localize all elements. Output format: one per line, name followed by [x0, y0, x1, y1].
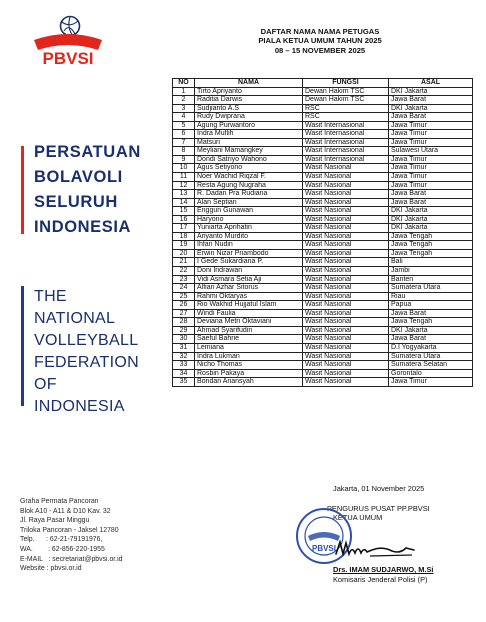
cell-function: Wasit Nasional	[303, 284, 389, 293]
cell-function: Wasit Nasional	[303, 198, 389, 207]
cell-function: Wasit Nasional	[303, 207, 389, 216]
cell-name: Windi Faulia	[195, 309, 303, 318]
signature-org: PENGURUS PUSAT PP.PBVSI	[327, 504, 430, 513]
cell-origin: Jawa Timur	[389, 164, 473, 173]
cell-no: 24	[173, 284, 195, 293]
address-line: Graha Permata Pancoran	[20, 498, 99, 505]
cell-name: Ariyanto Murdito	[195, 232, 303, 241]
cell-no: 18	[173, 232, 195, 241]
cell-name: Tirto Apriyanto	[195, 87, 303, 96]
org-name-line: BOLAVOLI	[34, 168, 123, 186]
table-row	[173, 326, 473, 335]
cell-origin: Jawa Barat	[389, 190, 473, 199]
pbvsi-logo	[28, 14, 108, 74]
cell-name: Indra Muflih	[195, 130, 303, 139]
cell-name: Alfian Azhar Sitorus	[195, 284, 303, 293]
cell-name: Enggun Gunawan	[195, 207, 303, 216]
cell-function: RSC	[303, 104, 389, 113]
cell-function: Wasit Nasional	[303, 335, 389, 344]
cell-function: Wasit Nasional	[303, 224, 389, 233]
cell-origin: DKI Jakarta	[389, 326, 473, 335]
cell-no: 33	[173, 361, 195, 370]
cell-origin: DKI Jakarta	[389, 87, 473, 96]
volleyball-icon	[61, 17, 80, 36]
cell-origin: DKI Jakarta	[389, 207, 473, 216]
officials-table	[172, 78, 473, 387]
cell-no: 25	[173, 292, 195, 301]
cell-function: Wasit Nasional	[303, 215, 389, 224]
cell-origin: Sumatera Utara	[389, 284, 473, 293]
cell-no: 4	[173, 113, 195, 122]
cell-function: Wasit Nasional	[303, 267, 389, 276]
table-row	[173, 224, 473, 233]
cell-origin: Jawa Timur	[389, 378, 473, 387]
stamp-text: PBVSI	[311, 544, 337, 553]
handwritten-signature	[334, 536, 418, 562]
cell-name: Sudjianto A.S	[195, 104, 303, 113]
cell-name: Rio Wakhid Hujjatul Islam	[195, 301, 303, 310]
org-name-line: FEDERATION	[34, 354, 139, 371]
cell-origin: DKI Jakarta	[389, 224, 473, 233]
cell-no: 26	[173, 301, 195, 310]
cell-origin: DKI Jakarta	[389, 104, 473, 113]
cell-function: Wasit Nasional	[303, 164, 389, 173]
cell-no: 23	[173, 275, 195, 284]
cell-function: Wasit Nasional	[303, 275, 389, 284]
table-row	[173, 301, 473, 310]
cell-function: Wasit Nasional	[303, 292, 389, 301]
table-body	[173, 87, 473, 386]
cell-name: Vidi Asmara Setia Aji	[195, 275, 303, 284]
cell-function: Wasit Nasional	[303, 361, 389, 370]
cell-name: Raditia Darwis	[195, 96, 303, 105]
cell-origin: Jambi	[389, 267, 473, 276]
cell-no: 14	[173, 198, 195, 207]
cell-name: Yuniarta Aprihatin	[195, 224, 303, 233]
address-line: Blok A10 - A11 & D10 Kav. 32	[20, 507, 111, 515]
signature-role: KETUA UMUM	[333, 513, 383, 522]
email-line: E-MAIL : secretariat@pbvsi.or.id	[20, 555, 123, 563]
cell-origin: Jawa Timur	[389, 138, 473, 147]
table-row	[173, 343, 473, 352]
cell-no: 19	[173, 241, 195, 250]
cell-no: 30	[173, 335, 195, 344]
cell-function: Wasit Nasional	[303, 352, 389, 361]
cell-origin: Papua	[389, 301, 473, 310]
cell-function: Wasit Internasional	[303, 130, 389, 139]
org-name-line: OF	[34, 376, 57, 393]
table-row	[173, 275, 473, 284]
whatsapp-line: WA. : 62-856-220-1955	[20, 545, 105, 553]
cell-function: Wasit Nasional	[303, 318, 389, 327]
cell-name: Matsuri	[195, 138, 303, 147]
cell-origin: Jawa Barat	[389, 309, 473, 318]
website-line: Website : pbvsi.or.id	[20, 565, 82, 573]
cell-name: Alan Septian	[195, 198, 303, 207]
cell-no: 13	[173, 190, 195, 199]
cell-origin: Banten	[389, 275, 473, 284]
table-row	[173, 309, 473, 318]
cell-no: 15	[173, 207, 195, 216]
cell-no: 20	[173, 249, 195, 258]
cell-function: Wasit Nasional	[303, 343, 389, 352]
cell-origin: Jawa Barat	[389, 198, 473, 207]
cell-function: Wasit Internasional	[303, 147, 389, 156]
org-name-line: PERSATUAN	[34, 143, 141, 161]
table-row	[173, 258, 473, 267]
cell-name: Dondi Satriyo Wahono	[195, 155, 303, 164]
org-name-english	[34, 286, 184, 418]
address-line: Triloka Pancoran - Jaksel 12780	[20, 526, 119, 534]
cell-origin: Jawa Timur	[389, 173, 473, 182]
phone-line: Telp. : 62-21-79191976,	[20, 536, 103, 544]
table-row	[173, 121, 473, 130]
cell-name: R. Dadan Pra Rudiana	[195, 190, 303, 199]
table-row	[173, 147, 473, 156]
org-name-line: NATIONAL	[34, 310, 116, 327]
org-name-line: VOLLEYBALL	[34, 332, 139, 349]
cell-no: 10	[173, 164, 195, 173]
cell-name: I Gede Sukardiana P.	[195, 258, 303, 267]
cell-origin: Jawa Timur	[389, 130, 473, 139]
signatory-rank: Komisaris Jenderal Polisi (P)	[333, 575, 428, 584]
cell-name: Indra Lukman	[195, 352, 303, 361]
signature-place-date: Jakarta, 01 November 2025	[333, 484, 425, 493]
cell-origin: Jawa Barat	[389, 113, 473, 122]
cell-no: 28	[173, 318, 195, 327]
org-name-line: INDONESIA	[34, 398, 125, 415]
table-row	[173, 113, 473, 122]
cell-name: Saeful Bahrie	[195, 335, 303, 344]
table-row	[173, 369, 473, 378]
cell-origin: Jawa Timur	[389, 155, 473, 164]
column-header-function: FUNGSI	[303, 79, 389, 88]
table-row	[173, 198, 473, 207]
cell-name: Bondan Ariansyah	[195, 378, 303, 387]
table-row	[173, 249, 473, 258]
cell-name: Rosbin Pakaya	[195, 369, 303, 378]
cell-function: Wasit Internasional	[303, 138, 389, 147]
cell-function: Dewan Hakim TSC	[303, 87, 389, 96]
table-row	[173, 155, 473, 164]
column-header-name: NAMA	[195, 79, 303, 88]
cell-no: 3	[173, 104, 195, 113]
cell-no: 6	[173, 130, 195, 139]
cell-function: Wasit Nasional	[303, 249, 389, 258]
cell-origin: Sumatera Utara	[389, 352, 473, 361]
table-row	[173, 173, 473, 182]
cell-function: Dewan Hakim TSC	[303, 96, 389, 105]
cell-function: Wasit Nasional	[303, 369, 389, 378]
cell-origin: DKI Jakarta	[389, 215, 473, 224]
cell-function: Wasit Nasional	[303, 378, 389, 387]
cell-origin: Jawa Barat	[389, 96, 473, 105]
cell-function: Wasit Nasional	[303, 309, 389, 318]
cell-no: 21	[173, 258, 195, 267]
document-header	[175, 27, 465, 55]
document-subtitle: PIALA KETUA UMUM TAHUN 2025	[258, 36, 382, 46]
blue-accent-bar	[21, 286, 24, 406]
cell-name: Deviana Metri Oktaviani	[195, 318, 303, 327]
table-row	[173, 190, 473, 199]
red-wing-shape	[34, 34, 102, 50]
cell-origin: Riau	[389, 292, 473, 301]
column-header-origin: ASAL	[389, 79, 473, 88]
table-row	[173, 284, 473, 293]
table-row	[173, 241, 473, 250]
cell-no: 27	[173, 309, 195, 318]
table-row	[173, 292, 473, 301]
cell-name: Doni Indrawan	[195, 267, 303, 276]
column-header-no: NO	[173, 79, 195, 88]
cell-origin: Bali	[389, 258, 473, 267]
org-name-line: INDONESIA	[34, 218, 132, 236]
cell-function: Wasit Nasional	[303, 232, 389, 241]
address-block	[20, 497, 180, 574]
document-dates: 08 – 15 NOVEMBER 2025	[274, 45, 366, 55]
cell-function: Wasit Internasional	[303, 121, 389, 130]
org-name-line: THE	[34, 288, 67, 305]
cell-function: Wasit Internasional	[303, 155, 389, 164]
table-row	[173, 352, 473, 361]
cell-origin: Sumatera Selatan	[389, 361, 473, 370]
table-row	[173, 318, 473, 327]
cell-no: 16	[173, 215, 195, 224]
cell-no: 8	[173, 147, 195, 156]
cell-origin: Jawa Tengah	[389, 249, 473, 258]
table-row	[173, 215, 473, 224]
cell-no: 11	[173, 173, 195, 182]
cell-name: Nicho Thomas	[195, 361, 303, 370]
cell-function: Wasit Nasional	[303, 173, 389, 182]
cell-name: Agung Purwantoro	[195, 121, 303, 130]
cell-origin: Jawa Timur	[389, 181, 473, 190]
cell-name: Haryono	[195, 215, 303, 224]
cell-origin: Jawa Timur	[389, 121, 473, 130]
document-title: DAFTAR NAMA NAMA PETUGAS	[260, 27, 380, 36]
table-row	[173, 207, 473, 216]
table-row	[173, 130, 473, 139]
table-row	[173, 232, 473, 241]
cell-no: 9	[173, 155, 195, 164]
cell-name: Erwin Nizar Priambodo	[195, 249, 303, 258]
cell-function: Wasit Nasional	[303, 301, 389, 310]
cell-origin: Gorontalo	[389, 369, 473, 378]
table-row	[173, 138, 473, 147]
cell-origin: Jawa Tengah	[389, 232, 473, 241]
cell-function: Wasit Nasional	[303, 326, 389, 335]
cell-origin: Jawa Barat	[389, 335, 473, 344]
table-row	[173, 87, 473, 96]
cell-function: Wasit Nasional	[303, 181, 389, 190]
cell-origin: Sulawesi Utara	[389, 147, 473, 156]
cell-name: Resta Agung Nugraha	[195, 181, 303, 190]
cell-name: Meyliani Mamangkey	[195, 147, 303, 156]
table-row	[173, 96, 473, 105]
cell-no: 31	[173, 343, 195, 352]
table-row	[173, 378, 473, 387]
cell-no: 1	[173, 87, 195, 96]
cell-no: 22	[173, 267, 195, 276]
cell-function: RSC	[303, 113, 389, 122]
address-line: Jl. Raya Pasar Minggu	[20, 517, 90, 525]
cell-no: 7	[173, 138, 195, 147]
cell-function: Wasit Nasional	[303, 258, 389, 267]
cell-origin: Jawa Tengah	[389, 241, 473, 250]
cell-name: Agus Setiyono	[195, 164, 303, 173]
cell-no: 29	[173, 326, 195, 335]
cell-function: Wasit Nasional	[303, 190, 389, 199]
cell-function: Wasit Nasional	[303, 241, 389, 250]
cell-no: 12	[173, 181, 195, 190]
table-row	[173, 181, 473, 190]
table-row	[173, 335, 473, 344]
cell-no: 5	[173, 121, 195, 130]
cell-name: Lemiana	[195, 343, 303, 352]
cell-name: Ihfan Nudin	[195, 241, 303, 250]
table-row	[173, 361, 473, 370]
logo-wordmark: PBVSI	[42, 49, 94, 68]
cell-name: Noer Wachid Riqzal F.	[195, 173, 303, 182]
cell-no: 32	[173, 352, 195, 361]
cell-name: Ahmad Syarifudin	[195, 326, 303, 335]
table-header-row	[173, 79, 473, 88]
cell-no: 2	[173, 96, 195, 105]
org-name-line: SELURUH	[34, 193, 118, 211]
table-row	[173, 104, 473, 113]
cell-origin: Jawa Tengah	[389, 318, 473, 327]
cell-name: Rahmi Oktaryas	[195, 292, 303, 301]
org-name-indonesian	[34, 140, 164, 240]
cell-no: 17	[173, 224, 195, 233]
table-row	[173, 164, 473, 173]
cell-origin: D.I Yogyakarta	[389, 343, 473, 352]
red-accent-bar	[21, 146, 24, 234]
cell-no: 35	[173, 378, 195, 387]
signatory-name: Drs. IMAM SUDJARWO, M.Si	[333, 565, 434, 574]
cell-name: Rudy Dwiprana	[195, 113, 303, 122]
table-row	[173, 267, 473, 276]
cell-no: 34	[173, 369, 195, 378]
